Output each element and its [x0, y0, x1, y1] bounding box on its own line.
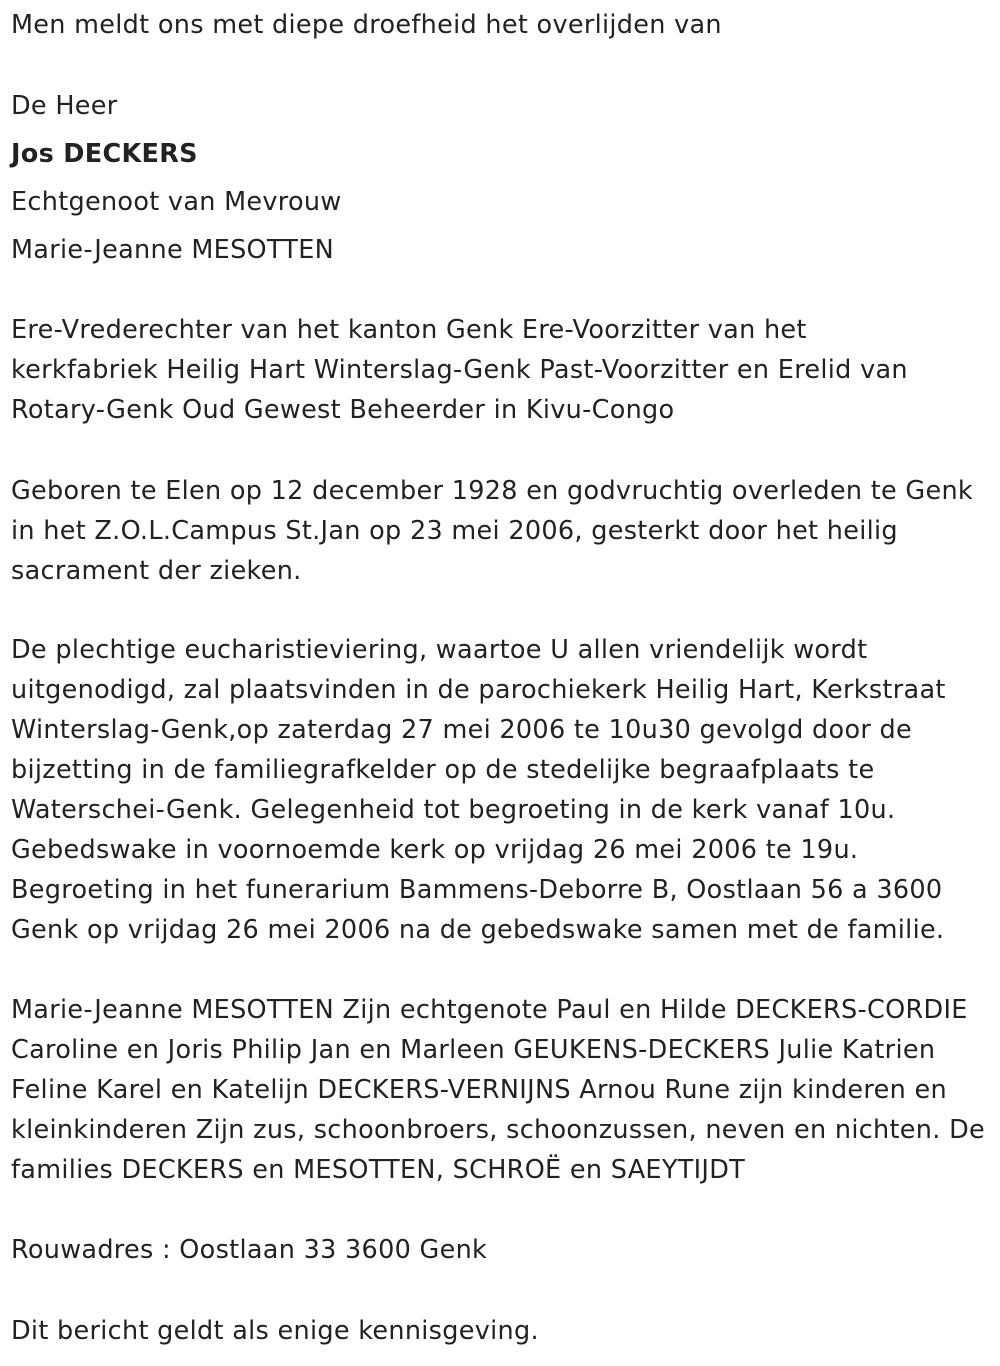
family-line: Feline Karel en Katelijn DECKERS-VERNIJNS Arnou Rune zijn kinderen en: [11, 1075, 947, 1105]
birth-death-line: in het Z.O.L.Campus St.Jan op 23 mei 2006, gesterkt door het heilig: [11, 516, 898, 546]
family-line: Caroline en Joris Philip Jan en Marleen GEUKENS-DECKERS Julie Katrien: [11, 1035, 936, 1065]
ceremony-line: Begroeting in het funerarium Bammens-Deborre B, Oostlaan 56 a 3600: [11, 875, 943, 905]
birth-death-line: sacrament der zieken.: [11, 556, 302, 586]
spouse-label: Echtgenoot van Mevrouw: [11, 187, 342, 217]
closing-notice: Dit bericht geldt als enige kennisgeving.: [11, 1316, 539, 1346]
functions-line: Rotary-Genk Oud Gewest Beheerder in Kivu-Congo: [11, 395, 675, 425]
family-line: Marie-Jeanne MESOTTEN Zijn echtgenote Paul en Hilde DECKERS-CORDIE: [11, 995, 968, 1025]
family-line: kleinkinderen Zijn zus, schoonbroers, schoonzussen, neven en nichten. De: [11, 1115, 985, 1145]
ceremony-line: De plechtige eucharistieviering, waartoe U allen vriendelijk wordt: [11, 635, 868, 665]
honorific: De Heer: [11, 91, 118, 121]
intro-text: Men meldt ons met diepe droefheid het overlijden van: [11, 10, 722, 40]
birth-death-line: Geboren te Elen op 12 december 1928 en godvruchtig overleden te Genk: [11, 476, 973, 506]
spouse-name: Marie-Jeanne MESOTTEN: [11, 235, 335, 265]
ceremony-line: Winterslag-Genk,op zaterdag 27 mei 2006 te 10u30 gevolgd door de: [11, 715, 913, 745]
functions-line: Ere-Vrederechter van het kanton Genk Ere-Voorzitter van het: [11, 315, 807, 345]
mourning-address: Rouwadres : Oostlaan 33 3600 Genk: [11, 1235, 488, 1265]
ceremony-line: bijzetting in de familiegrafkelder op de stedelijke begraafplaats te: [11, 755, 875, 785]
family-line: families DECKERS en MESOTTEN, SCHROË en SAEYTIJDT: [11, 1155, 746, 1185]
ceremony-line: Genk op vrijdag 26 mei 2006 na de gebedswake samen met de familie.: [11, 915, 945, 945]
deceased-name: Jos DECKERS: [11, 139, 198, 169]
functions-line: kerkfabriek Heilig Hart Winterslag-Genk Past-Voorzitter en Erelid van: [11, 355, 908, 385]
ceremony-line: Gebedswake in voornoemde kerk op vrijdag 26 mei 2006 te 19u.: [11, 835, 859, 865]
ceremony-line: uitgenodigd, zal plaatsvinden in de parochiekerk Heilig Hart, Kerkstraat: [11, 675, 946, 705]
ceremony-line: Waterschei-Genk. Gelegenheid tot begroeting in de kerk vanaf 10u.: [11, 795, 896, 825]
